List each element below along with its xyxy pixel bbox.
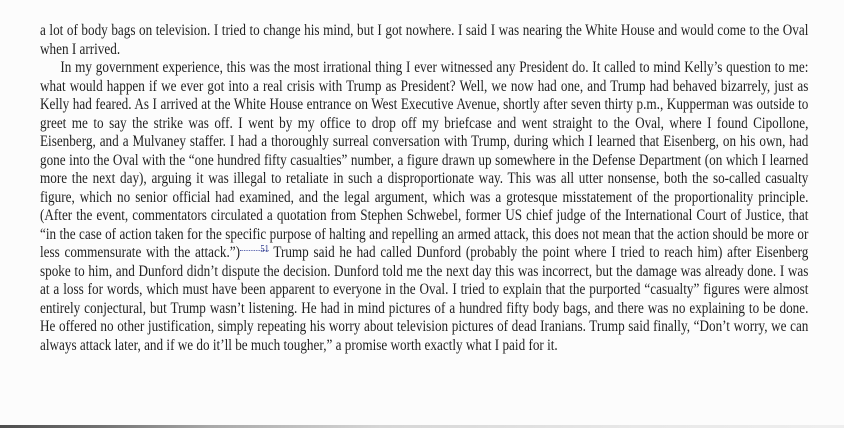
paragraph-continuation: a lot of body bags on television. I tried to change his mind, but I got nowhere. I said I was nearing the White House and would come to the Oval when I arrived. <box>40 22 809 58</box>
footnote-link-51[interactable]: 51 <box>240 250 269 251</box>
paragraph-main-text-after-footnote: Trump said he had called Dunford (probably the point where I tried to reach him) after Eisenberg spoke to him, and Dunford didn’t dispute the decision. Dunford told me the next day this was incorrect, but the damage was already done. I was at a loss for words, which must have been apparent to everyone in the Oval. I tried to explain that the purported “casualty” figures were almost entirely conjectural, but Trump wasn’t listening. He had in mind pictures of a hundred fifty body bags, and there was no explaining to be done. He offered no other justification, simply repeating his worry about television pictures of dead Iranians. Trump said finally, “Don’t worry, we can always attack later, and if we do it’ll be much tougher,” a promise worth exactly what I paid for it. <box>40 244 809 354</box>
paragraph-main <box>40 59 808 355</box>
paragraph-main-text-before-footnote: In my government experience, this was the most irrational thing I ever witnessed any President do. It called to mind Kelly’s question to me: what would happen if we ever got into a real crisis with Trump as President? Well, we now had one, and Trump had behaved bizarrely, just as Kelly had feared. As I arrived at the White House entrance on West Executive Avenue, shortly after seven thirty p.m., Kupperman was outside to greet me to say the strike was off. I went by my office to drop off my briefcase and went straight to the Oval, where I found Cipollone, Eisenberg, and a Mulvaney staffer. I had a thoroughly surreal conversation with Trump, during which I learned that Eisenberg, on his own, had gone into the Oval with the “one hundred fifty casualties” number, a figure drawn up somewhere in the Defense Department (on which I learned more the next day), arguing it was illegal to retaliate in such a disproportionate way. This was all utter nonsense, both the so-called casualty figure, which no senior official had examined, and the legal argument, which was a grotesque misstatement of the proportionality principle. (After the event, commentators circulated a quotation from Stephen Schwebel, former US chief judge of the International Court of Justice, that “in the case of action taken for the specific purpose of halting and repelling an armed attack, this does not mean that the action should be more or less commensurate with the attack.”) <box>40 59 809 261</box>
book-page <box>40 22 808 355</box>
